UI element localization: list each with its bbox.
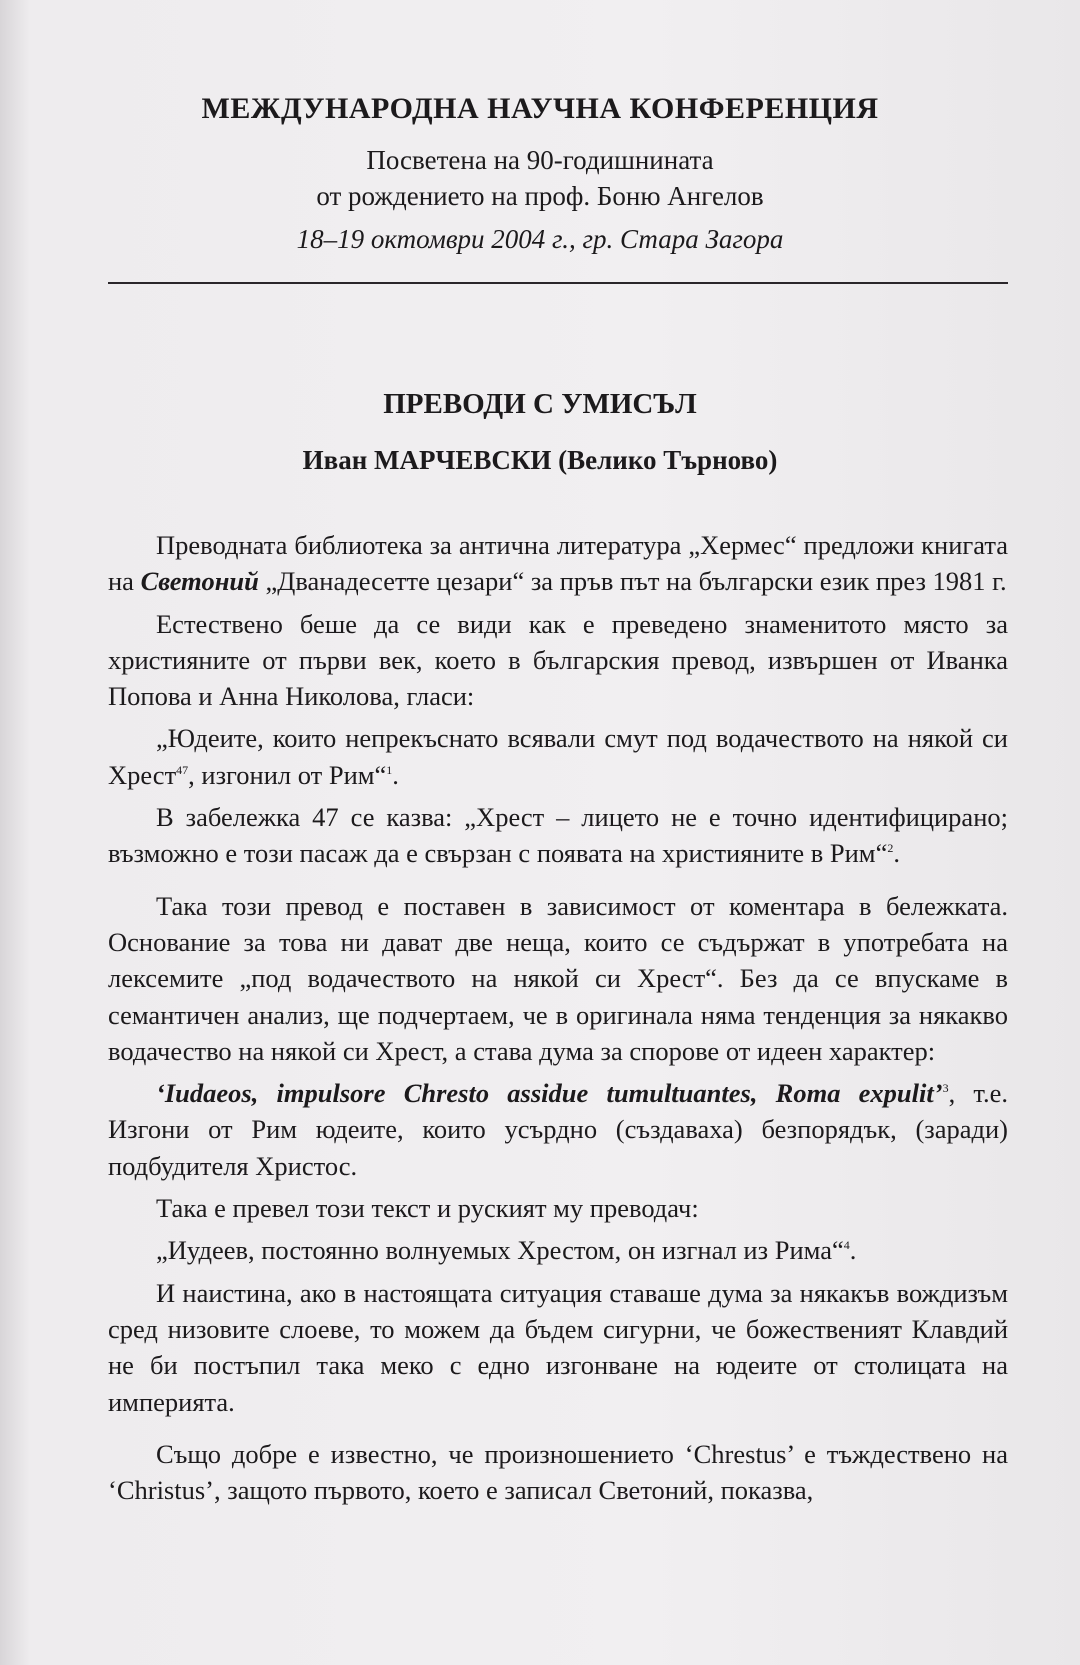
latin-text: ‘Iudaeos, impulsore Chresto assidue tumultuantes, Roma expulit’ bbox=[156, 1078, 943, 1109]
footnote-ref: 1 bbox=[386, 762, 393, 777]
paragraph: Преводната библиотека за антична литература „Хермес“ предложи книгата на Светоний „Дванадесетте цезари“ за пръв път на български език през 1981 г. bbox=[108, 530, 1008, 597]
article-heading bbox=[50, 388, 1030, 476]
footnote-ref: 47 bbox=[176, 762, 189, 777]
footnote-ref: 4 bbox=[843, 1238, 850, 1253]
dedication-line-2: от рождението на проф. Боню Ангелов bbox=[316, 181, 764, 211]
article-body bbox=[108, 527, 1008, 1514]
conference-dedication bbox=[50, 142, 1030, 214]
author-name-suetonius: Светоний bbox=[140, 566, 259, 597]
conference-title: МЕЖДУНАРОДНА НАУЧНА КОНФЕРЕНЦИЯ bbox=[201, 92, 879, 125]
paragraph: Така този превод е поставен в зависимост от коментара в бележката. Основание за това ни дават две неща, които се съдържат в употребата на лексемите „под водачеството на някой си Хрест“. Без да се впускаме в семантичен анализ, ще подчертаем, че в оригинала няма тенденция за някакво водачество на някой си Хрест, а става дума за спорове от идеен характер: bbox=[108, 890, 1008, 1066]
quote-russian: „Иудеев, постоянно волнуемых Хрестом, он изгнал из Рима“$^4$. bbox=[156, 1235, 857, 1266]
conference-date-place: 18–19 октомври 2004 г., гр. Стара Загора bbox=[296, 224, 784, 254]
footnote-ref: 2 bbox=[887, 841, 894, 856]
paragraph: Естествено беше да се види как е преведено знаменитото място за християните от първи век, което в българския превод, извършен от Иванка Попова и Анна Николова, гласи: bbox=[108, 608, 1008, 712]
dedication-line-1: Посветена на 90-годишнината bbox=[366, 145, 714, 175]
article-title: ПРЕВОДИ С УМИСЪЛ bbox=[383, 388, 697, 420]
paragraph: И наистина, ако в настоящата ситуация ставаше дума за някакъв вождизъм сред низовите слоеве, то можем да бъдем сигурни, че божественият Клавдий не би постъпил така меко с едно изгонване на юдеите от столицата на империята. bbox=[108, 1277, 1008, 1417]
conference-header bbox=[50, 92, 1030, 255]
footnote-ref: 3 bbox=[942, 1081, 949, 1096]
quote-bulgarian: „Юдеите, които непрекъснато всявали смут под водачеството на някой си Хрест$^{47}$, изгонил от Рим“$^1$. bbox=[108, 723, 1008, 790]
paragraph: Така е превел този текст и руският му преводач: bbox=[156, 1193, 699, 1224]
paragraph: Също добре е известно, че произношението ‘Chrestus’ е тъждествено на ‘Christus’, защото първото, което е записал Светоний, показва, bbox=[108, 1438, 1008, 1506]
paragraph: В забележка 47 се казва: „Хрест – лицето не е точно идентифицирано; възможно е този пасаж да е свързан с появата на християните в Рим“$^2$. bbox=[108, 802, 1008, 869]
header-divider bbox=[108, 282, 1008, 284]
latin-quote: ‘Iudaeos, impulsore Chresto assidue tumultuantes, Roma expulit’$^3$, т.е. Изгони от Рим юдеите, които усърдно (създаваха) безпорядък, (заради) подбудителя Христос. bbox=[108, 1078, 1008, 1181]
article-author: Иван МАРЧЕВСКИ (Велико Търново) bbox=[302, 445, 778, 475]
